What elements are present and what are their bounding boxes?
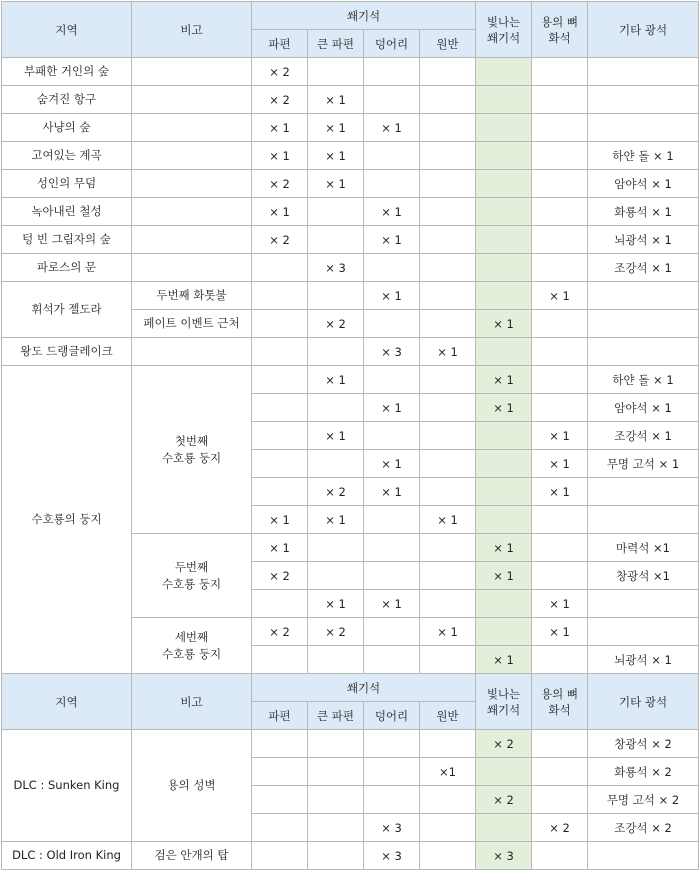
region-cell: 수호룡의 둥지 [2, 366, 132, 674]
dragon-bone-cell: × 1 [532, 590, 588, 618]
radiant-cell [476, 422, 532, 450]
other-ore-cell: 조강석 × 2 [588, 814, 699, 842]
shard-cell: × 1 [252, 114, 308, 142]
chunk-cell [364, 142, 420, 170]
shard-cell [252, 730, 308, 758]
radiant-cell [476, 758, 532, 786]
shard-cell [252, 310, 308, 338]
chunk-cell [364, 758, 420, 786]
shard-cell: × 1 [252, 142, 308, 170]
chunk-cell [364, 646, 420, 674]
note-cell [132, 142, 252, 170]
slab-cell: × 1 [420, 506, 476, 534]
shard-cell [252, 590, 308, 618]
note-cell: 용의 성벽 [132, 730, 252, 842]
large-shard-cell [308, 646, 364, 674]
chunk-cell [364, 730, 420, 758]
shard-cell [252, 422, 308, 450]
ore-location-table [1, 1, 699, 870]
shard-cell [252, 478, 308, 506]
radiant-cell [476, 814, 532, 842]
large-shard-cell: × 1 [308, 86, 364, 114]
other-ore-cell: 조강석 × 1 [588, 254, 699, 282]
other-ore-cell: 창광석 × 2 [588, 730, 699, 758]
large-shard-cell [308, 338, 364, 366]
other-ore-cell [588, 282, 699, 310]
slab-cell [420, 842, 476, 870]
other-ore-cell [588, 842, 699, 870]
large-shard-cell: × 2 [308, 478, 364, 506]
chunk-cell: × 3 [364, 814, 420, 842]
shard-cell: × 2 [252, 170, 308, 198]
slab-cell: × 1 [420, 618, 476, 646]
table-row [2, 114, 699, 142]
large-shard-header: 큰 파편 [308, 30, 364, 58]
radiant-cell [476, 254, 532, 282]
chunk-cell [364, 170, 420, 198]
radiant-cell: × 2 [476, 730, 532, 758]
radiant-cell [476, 506, 532, 534]
radiant-cell [476, 618, 532, 646]
shard-header: 파편 [252, 702, 308, 730]
shard-cell: × 2 [252, 562, 308, 590]
large-shard-cell: × 1 [308, 366, 364, 394]
dragon-bone-cell: × 1 [532, 478, 588, 506]
shard-cell: × 2 [252, 226, 308, 254]
note-cell [132, 170, 252, 198]
other-ore-cell: 암야석 × 1 [588, 170, 699, 198]
large-shard-cell: × 1 [308, 114, 364, 142]
main-header-row-top [2, 2, 699, 30]
dragon-bone-cell [532, 170, 588, 198]
other-ore-cell: 화룡석 × 2 [588, 758, 699, 786]
dragon-bone-cell [532, 646, 588, 674]
large-shard-cell [308, 758, 364, 786]
table-row [2, 338, 699, 366]
radiant-cell [476, 282, 532, 310]
shard-cell [252, 786, 308, 814]
other-ore-cell [588, 590, 699, 618]
dragon-bone-header: 용의 뼈 화석 [532, 674, 588, 730]
table-row [2, 170, 699, 198]
large-shard-header: 큰 파편 [308, 702, 364, 730]
slab-cell [420, 254, 476, 282]
other-ore-cell: 뇌광석 × 1 [588, 646, 699, 674]
shard-cell: × 1 [252, 534, 308, 562]
dragon-bone-cell [532, 366, 588, 394]
dragon-bone-cell [532, 534, 588, 562]
note-cell: 첫번째 수호룡 둥지 [132, 366, 252, 534]
chunk-cell [364, 366, 420, 394]
large-shard-cell [308, 562, 364, 590]
other-ore-cell [588, 478, 699, 506]
other-ore-cell: 창광석 ×1 [588, 562, 699, 590]
dragon-bone-cell [532, 394, 588, 422]
other-ore-header: 기타 광석 [588, 2, 699, 58]
other-ore-header: 기타 광석 [588, 674, 699, 730]
slab-cell [420, 310, 476, 338]
slab-cell [420, 114, 476, 142]
shard-cell [252, 842, 308, 870]
slab-cell [420, 226, 476, 254]
shard-cell: × 2 [252, 618, 308, 646]
region-header: 지역 [2, 2, 132, 58]
radiant-cell [476, 198, 532, 226]
region-cell: 사냥의 숲 [2, 114, 132, 142]
radiant-cell [476, 142, 532, 170]
chunk-cell: × 1 [364, 198, 420, 226]
note-cell [132, 338, 252, 366]
note-cell: 두번째 화톳불 [132, 282, 252, 310]
other-ore-cell: 무명 고석 × 2 [588, 786, 699, 814]
region-cell: 왕도 드랭글레이크 [2, 338, 132, 366]
slab-cell [420, 590, 476, 618]
note-cell [132, 226, 252, 254]
chunk-cell: × 1 [364, 226, 420, 254]
radiant-cell: × 1 [476, 534, 532, 562]
shard-cell [252, 450, 308, 478]
dragon-bone-cell: × 1 [532, 282, 588, 310]
dragon-bone-cell: × 1 [532, 422, 588, 450]
chunk-cell: × 1 [364, 450, 420, 478]
slab-cell [420, 86, 476, 114]
chunk-cell [364, 86, 420, 114]
shard-cell [252, 814, 308, 842]
slab-cell [420, 58, 476, 86]
chunk-cell [364, 786, 420, 814]
shard-cell [252, 282, 308, 310]
other-ore-cell [588, 86, 699, 114]
radiant-cell: × 2 [476, 786, 532, 814]
other-ore-cell [588, 114, 699, 142]
dragon-bone-cell: × 1 [532, 618, 588, 646]
radiant-cell: × 1 [476, 394, 532, 422]
other-ore-cell [588, 310, 699, 338]
slab-cell [420, 534, 476, 562]
chunk-cell [364, 618, 420, 646]
large-shard-cell: × 2 [308, 310, 364, 338]
slab-cell [420, 478, 476, 506]
large-shard-cell: × 1 [308, 590, 364, 618]
large-shard-cell: × 3 [308, 254, 364, 282]
dragon-bone-cell [532, 254, 588, 282]
note-cell [132, 254, 252, 282]
dragon-bone-cell [532, 562, 588, 590]
dragon-bone-cell: × 1 [532, 450, 588, 478]
radiant-header: 빛나는 쐐기석 [476, 2, 532, 58]
slab-cell [420, 562, 476, 590]
shard-cell [252, 338, 308, 366]
dragon-bone-header: 용의 뼈 화석 [532, 2, 588, 58]
chunk-cell [364, 310, 420, 338]
dragon-bone-cell [532, 506, 588, 534]
dragon-bone-cell [532, 86, 588, 114]
radiant-header: 빛나는 쐐기석 [476, 674, 532, 730]
slab-cell [420, 282, 476, 310]
dragon-bone-cell [532, 198, 588, 226]
table-row [2, 198, 699, 226]
note-cell: 페이트 이벤트 근처 [132, 310, 252, 338]
radiant-cell [476, 58, 532, 86]
other-ore-cell [588, 58, 699, 86]
note-header: 비고 [132, 674, 252, 730]
slab-cell [420, 450, 476, 478]
chunk-cell: × 1 [364, 478, 420, 506]
large-shard-cell [308, 534, 364, 562]
other-ore-cell: 뇌광석 × 1 [588, 226, 699, 254]
chunk-cell: × 1 [364, 282, 420, 310]
region-cell: 녹아내린 철성 [2, 198, 132, 226]
dragon-bone-cell [532, 226, 588, 254]
radiant-cell [476, 478, 532, 506]
dragon-bone-cell [532, 114, 588, 142]
chunk-cell [364, 506, 420, 534]
region-cell: DLC : Sunken King [2, 730, 132, 842]
wedge-stone-header: 쐐기석 [252, 674, 476, 702]
region-cell: 텅 빈 그림자의 숲 [2, 226, 132, 254]
region-header: 지역 [2, 674, 132, 730]
large-shard-cell [308, 198, 364, 226]
radiant-cell [476, 590, 532, 618]
shard-header: 파편 [252, 30, 308, 58]
chunk-cell [364, 254, 420, 282]
chunk-cell: × 3 [364, 338, 420, 366]
note-cell [132, 58, 252, 86]
dragon-bone-cell [532, 58, 588, 86]
slab-cell [420, 814, 476, 842]
dragon-bone-cell: × 2 [532, 814, 588, 842]
large-shard-cell: × 1 [308, 506, 364, 534]
large-shard-cell [308, 282, 364, 310]
table-row [2, 282, 699, 310]
radiant-cell [476, 338, 532, 366]
dragon-bone-cell [532, 142, 588, 170]
slab-cell [420, 394, 476, 422]
region-cell: 숨겨진 항구 [2, 86, 132, 114]
wedge-stone-header: 쐐기석 [252, 2, 476, 30]
large-shard-cell: × 1 [308, 170, 364, 198]
large-shard-cell [308, 730, 364, 758]
large-shard-cell: × 2 [308, 618, 364, 646]
chunk-cell [364, 422, 420, 450]
table-row [2, 226, 699, 254]
large-shard-cell [308, 814, 364, 842]
slab-header: 원반 [420, 702, 476, 730]
chunk-cell: × 1 [364, 394, 420, 422]
shard-cell: × 2 [252, 58, 308, 86]
dragon-bone-cell [532, 730, 588, 758]
other-ore-cell: 무명 고석 × 1 [588, 450, 699, 478]
table-row [2, 730, 699, 758]
large-shard-cell [308, 58, 364, 86]
slab-cell [420, 646, 476, 674]
other-ore-cell: 하얀 돌 × 1 [588, 366, 699, 394]
dragon-bone-cell [532, 310, 588, 338]
radiant-cell [476, 114, 532, 142]
large-shard-cell [308, 394, 364, 422]
slab-cell: ×1 [420, 758, 476, 786]
note-cell [132, 198, 252, 226]
chunk-header: 덩어리 [364, 702, 420, 730]
region-cell: 성인의 무덤 [2, 170, 132, 198]
large-shard-cell [308, 450, 364, 478]
other-ore-cell [588, 506, 699, 534]
slab-cell [420, 422, 476, 450]
note-cell: 세번째 수호룡 둥지 [132, 618, 252, 674]
large-shard-cell: × 1 [308, 142, 364, 170]
shard-cell [252, 646, 308, 674]
table-body [2, 2, 699, 870]
radiant-cell: × 1 [476, 562, 532, 590]
other-ore-cell: 마력석 ×1 [588, 534, 699, 562]
other-ore-cell [588, 618, 699, 646]
shard-cell: × 1 [252, 506, 308, 534]
dlc-header-row-top [2, 674, 699, 702]
table-row [2, 254, 699, 282]
chunk-cell: × 1 [364, 114, 420, 142]
chunk-cell [364, 562, 420, 590]
region-cell: 부패한 거인의 숲 [2, 58, 132, 86]
shard-cell: × 2 [252, 86, 308, 114]
shard-cell [252, 394, 308, 422]
other-ore-cell: 조강석 × 1 [588, 422, 699, 450]
note-cell [132, 86, 252, 114]
table-row [2, 842, 699, 870]
shard-cell [252, 758, 308, 786]
dragon-bone-cell [532, 842, 588, 870]
large-shard-cell: × 1 [308, 422, 364, 450]
note-cell [132, 114, 252, 142]
slab-cell [420, 366, 476, 394]
large-shard-cell [308, 842, 364, 870]
dragon-bone-cell [532, 338, 588, 366]
dragon-bone-cell [532, 786, 588, 814]
region-cell: DLC : Old Iron King [2, 842, 132, 870]
region-cell: 고여있는 계곡 [2, 142, 132, 170]
radiant-cell: × 1 [476, 646, 532, 674]
chunk-cell [364, 534, 420, 562]
slab-cell: × 1 [420, 338, 476, 366]
table-row [2, 58, 699, 86]
chunk-header: 덩어리 [364, 30, 420, 58]
chunk-cell: × 1 [364, 590, 420, 618]
region-cell: 파로스의 문 [2, 254, 132, 282]
other-ore-cell: 암야석 × 1 [588, 394, 699, 422]
radiant-cell [476, 226, 532, 254]
table-row [2, 366, 699, 394]
other-ore-cell: 화룡석 × 1 [588, 198, 699, 226]
slab-cell [420, 730, 476, 758]
region-cell: 휘석가 젤도라 [2, 282, 132, 338]
slab-header: 원반 [420, 30, 476, 58]
radiant-cell: × 3 [476, 842, 532, 870]
radiant-cell [476, 450, 532, 478]
note-cell: 두번째 수호룡 둥지 [132, 534, 252, 618]
shard-cell: × 1 [252, 198, 308, 226]
slab-cell [420, 170, 476, 198]
radiant-cell: × 1 [476, 366, 532, 394]
dragon-bone-cell [532, 758, 588, 786]
radiant-cell: × 1 [476, 310, 532, 338]
slab-cell [420, 786, 476, 814]
slab-cell [420, 198, 476, 226]
slab-cell [420, 142, 476, 170]
large-shard-cell [308, 786, 364, 814]
chunk-cell [364, 58, 420, 86]
large-shard-cell [308, 226, 364, 254]
other-ore-cell [588, 338, 699, 366]
chunk-cell: × 3 [364, 842, 420, 870]
radiant-cell [476, 86, 532, 114]
radiant-cell [476, 170, 532, 198]
note-header: 비고 [132, 2, 252, 58]
table-row [2, 86, 699, 114]
other-ore-cell: 하얀 돌 × 1 [588, 142, 699, 170]
shard-cell [252, 254, 308, 282]
note-cell: 검은 안개의 탑 [132, 842, 252, 870]
shard-cell [252, 366, 308, 394]
table-row [2, 142, 699, 170]
